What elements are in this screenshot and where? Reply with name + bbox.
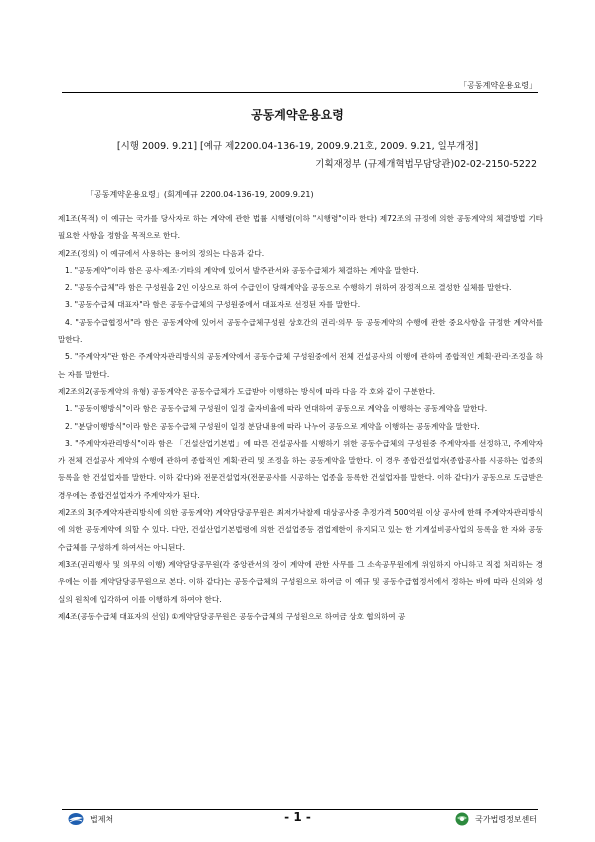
article-2-item-1: 1. "공동계약"이라 함은 공사·제조·기타의 계약에 있어서 발주관서와 공동수급체가 체결하는 계약을 말한다. — [65, 265, 419, 275]
footer-right — [454, 812, 537, 826]
article-2-3: 제2조의 3(주계약자관리방식에 의한 공동계약) 계약담당공무원은 최저가낙찰제 대상공사중 추정가격 500억원 이상 공사에 한해 주계약자관리방식에 의한 공동계약에 의할 수 있다. 다만, 건설산업기본법령에 의한 건설업종등 겸업제한이 유지되고 있는 한 기계설비공사업의 등록을 한 자와 공동수급체를 구성하게 하여서는 아니된다. — [58, 508, 543, 552]
info-line: 「공동계약운용요령」(회계예규 2200.04-136-19, 2009.9.21) — [86, 190, 314, 199]
header-rule — [62, 92, 538, 93]
article-2-item-3: 3. "공동수급체 대표자"라 함은 공동수급체의 구성원중에서 대표자로 선정된 자를 말한다. — [65, 300, 361, 310]
article-4: 제4조(공동수급체 대표자의 선임) ①계약담당공무원은 공동수급체의 구성원으로 하여금 상호 협의하여 공 — [58, 611, 406, 621]
article-2-item-2: 2. "공동수급체"라 함은 구성원을 2인 이상으로 하여 수급인이 당해계약을 공동으로 수행하기 위하여 잠정적으로 결성한 실체를 말한다. — [65, 283, 512, 293]
footer-right-label: 국가법령정보센터 — [475, 814, 537, 824]
article-2-2-item-1: 1. "공동이행방식"이라 함은 공동수급체 구성원이 일정 출자비율에 따라 연대하여 공동으로 계약을 이행하는 공동계약을 말한다. — [65, 404, 488, 414]
article-3: 제3조(권리행사 및 의무의 이행) 계약담당공무원(각 중앙관서의 장이 계약에 관한 사무를 그 소속공무원에게 위임하지 아니하고 직접 처리하는 경우에는 이를 계약담당공무원으로 본다. 이하 같다)는 공동수급체의 구성원으로 하여금 이 예규 및 공동수급협정서에서 정하는 바에 따라 신의와 성실의 원칙에 입각하여 이를 이행하게 하여야 한다. — [58, 559, 543, 604]
document-title: 공동계약운용요령 — [251, 108, 344, 122]
revision-line: [시행 2009. 9.21] [예규 제2200.04-136-19, 2009.9.21호, 2009. 9.21, 일부개정] — [116, 141, 479, 152]
article-2-item-4: 4. "공동수급협정서"라 함은 공동계약에 있어서 공동수급체구성원 상호간의 권리·의무 등 공동계약의 수행에 관한 중요사항을 규정한 계약서를 말한다. — [58, 317, 543, 345]
document-header-label: 「공동계약운용요령」 — [459, 81, 537, 90]
law-center-logo-icon — [454, 812, 470, 826]
contact-line: 기획재정부 (규제개혁법무담당관)02-02-2150-5222 — [315, 159, 537, 170]
article-2-2: 제2조의2(공동계약의 유형) 공동계약은 공동수급체가 도급받아 이행하는 방식에 따라 다음 각 호와 같이 구분한다. — [58, 386, 436, 396]
article-2-2-item-3: 3. "주계약자관리방식"이라 함은 「건설산업기본법」에 따른 건설공사를 시행하기 위한 공동수급체의 구성원중 주계약자를 선정하고, 주계약자가 전체 건설공사 계약의 수행에 관하여 종합적인 계획·관리 및 조정을 하는 공동계약을 말한다. 이 경우 종합건설업자(종합공사를 시공하는 업종의 등록을 한 건설업자를 말한다. 이하 같다)와 전문건설업자(전문공사를 시공하는 업종을 등록한 건설업자를 말한다. 이하 같다)가 공동으로 도급받은 경우에는 종합건설업자가 주계약자가 된다. — [58, 438, 543, 500]
footer-left-label: 법제처 — [90, 814, 114, 824]
article-2-item-5: 5. "주계약자"란 함은 주계약자관리방식의 공동계약에서 공동수급체 구성원중에서 전체 건설공사의 이행에 관하여 종합적인 계획·관리·조정을 하는 자를 말한다. — [58, 352, 543, 379]
page-number: - 1 - — [284, 810, 311, 824]
document-body — [58, 210, 543, 625]
article-2: 제2조(정의) 이 예규에서 사용하는 용어의 정의는 다음과 같다. — [58, 248, 265, 258]
article-2-2-item-2: 2. "분담이행방식"이라 함은 공동수급체 구성원이 일정 분담내용에 따라 나누어 공동으로 계약을 이행하는 공동계약을 말한다. — [65, 421, 480, 431]
article-1: 제1조(목적) 이 예규는 국가를 당사자로 하는 계약에 관한 법률 시행령(이하 "시행령"이라 한다) 제72조의 규정에 의한 공동계약의 체결방법 기타 필요한 사항을 정함을 목적으로 한다. — [58, 214, 543, 241]
